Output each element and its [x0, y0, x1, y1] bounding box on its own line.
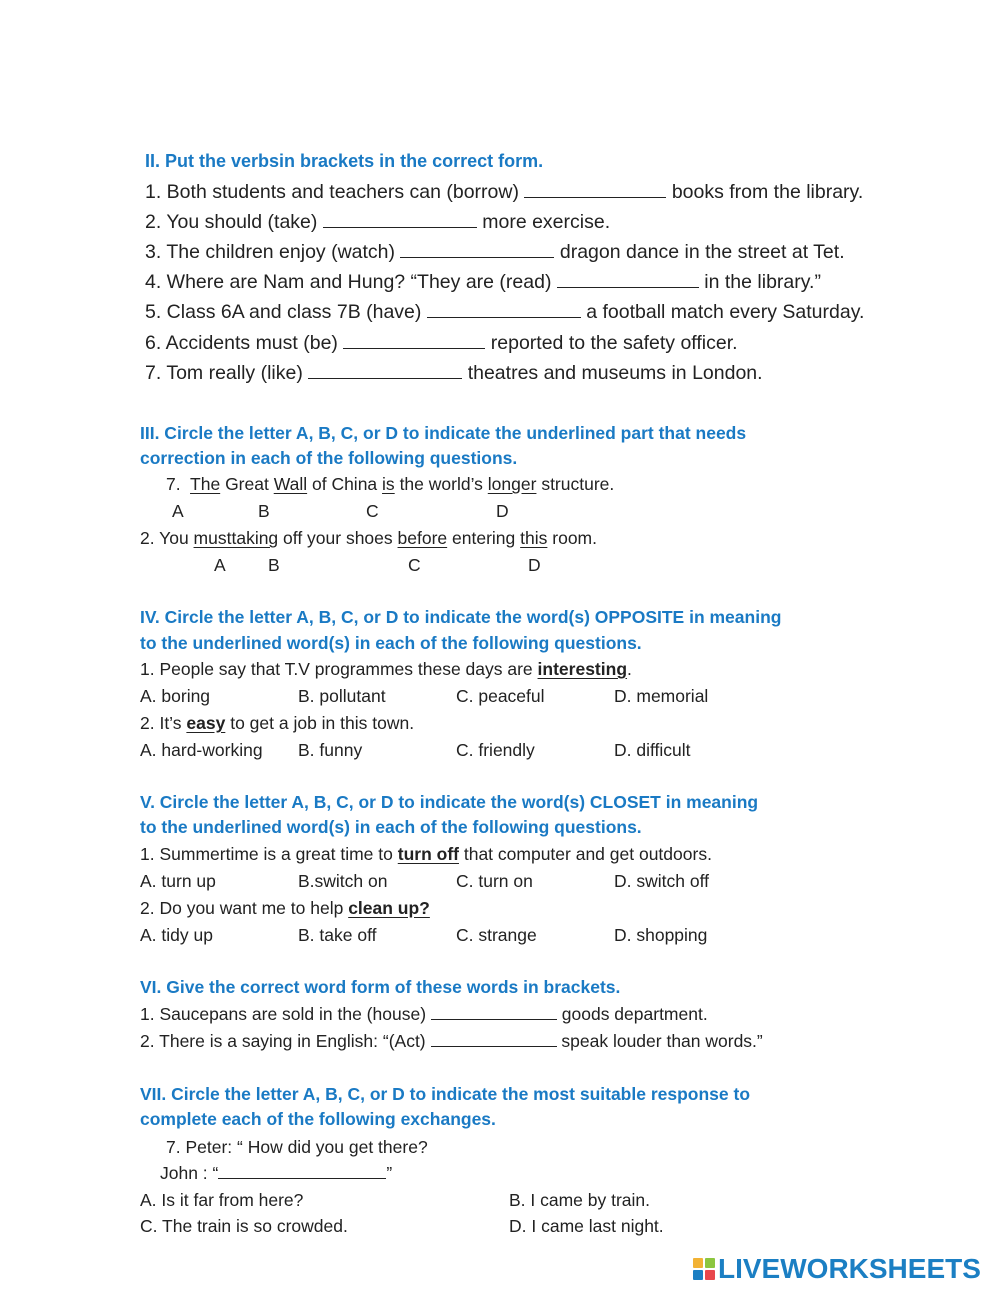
s6-item-1: 1. Saucepans are sold in the (house) goods department. [140, 1004, 708, 1024]
s2-item-5: 5. Class 6A and class 7B (have) a football match every Saturday. [145, 301, 865, 323]
section-5-title-line-1: V. Circle the letter A, B, C, or D to indicate the word(s) CLOSET in meaning [140, 792, 759, 812]
s4-q1-option-d[interactable]: D. memorial [614, 686, 709, 706]
s5-question-1: 1. Summertime is a great time to turn off that computer and get outdoors. [140, 844, 712, 864]
s5-q2-option-b[interactable]: B. take off [298, 925, 377, 945]
s3-q1-letter-c[interactable]: C [366, 501, 379, 521]
answer-blank[interactable] [427, 316, 581, 318]
answer-blank[interactable] [218, 1177, 386, 1179]
s5-question-2: 2. Do you want me to help clean up? [140, 898, 430, 918]
s4-q1-option-b[interactable]: B. pollutant [298, 686, 386, 706]
s3-q2-letter-a[interactable]: A [214, 555, 226, 575]
answer-blank[interactable] [308, 377, 462, 379]
s7-option-d[interactable]: D. I came last night. [509, 1216, 664, 1236]
s7-option-a[interactable]: A. Is it far from here? [140, 1190, 304, 1210]
s5-q2-option-d[interactable]: D. shopping [614, 925, 708, 945]
s4-q2-option-b[interactable]: B. funny [298, 740, 363, 760]
s5-q2-option-a[interactable]: A. tidy up [140, 925, 213, 945]
s4-question-1: 1. People say that T.V programmes these days are interesting. [140, 659, 632, 679]
s7-option-b[interactable]: B. I came by train. [509, 1190, 651, 1210]
section-6-title: VI. Give the correct word form of these words in brackets. [140, 977, 621, 997]
underlined-part-a: The [190, 474, 221, 494]
underlined-word: interesting [537, 659, 628, 679]
answer-blank[interactable] [431, 1045, 557, 1047]
s6-item-2: 2. There is a saying in English: “(Act) speak louder than words.” [140, 1031, 763, 1051]
s4-q2-option-a[interactable]: A. hard-working [140, 740, 263, 760]
underlined-part-c: is [382, 474, 395, 494]
s5-q1-option-a[interactable]: A. turn up [140, 871, 216, 891]
s2-item-6: 6. Accidents must (be) reported to the safety officer. [145, 332, 738, 354]
s2-item-7: 7. Tom really (like) theatres and museums in London. [145, 362, 763, 384]
underlined-part-c: before [397, 528, 448, 548]
answer-blank[interactable] [343, 347, 485, 349]
section-5-title-line-2: to the underlined word(s) in each of the following questions. [140, 817, 642, 837]
s3-question-1: 7. The Great Wall of China is the world’s longer structure. [166, 474, 615, 494]
answer-blank[interactable] [323, 226, 477, 228]
answer-blank[interactable] [431, 1018, 557, 1020]
underlined-word: turn off [397, 844, 459, 864]
s3-q1-letter-a[interactable]: A [172, 501, 184, 521]
underlined-part-d: longer [487, 474, 537, 494]
s3-q2-letter-d[interactable]: D [528, 555, 541, 575]
s5-q2-option-c[interactable]: C. strange [456, 925, 537, 945]
underlined-part-ab: musttaking [193, 528, 279, 548]
s5-q1-option-b[interactable]: B.switch on [298, 871, 388, 891]
logo-wordmark: LIVEWORKSHEETS [718, 1253, 981, 1284]
s3-q1-letter-b[interactable]: B [258, 501, 270, 521]
s2-item-4: 4. Where are Nam and Hung? “They are (read) in the library.” [145, 271, 821, 293]
s3-question-2: 2. You musttaking off your shoes before entering this room. [140, 528, 597, 548]
logo-grid-icon [693, 1258, 715, 1280]
s3-q2-letter-b[interactable]: B [268, 555, 280, 575]
s5-q1-option-d[interactable]: D. switch off [614, 871, 709, 891]
answer-blank[interactable] [524, 196, 666, 198]
s4-q1-option-a[interactable]: A. boring [140, 686, 211, 706]
s7-dialogue-line-1: 7. Peter: “ How did you get there? [166, 1137, 428, 1157]
s3-q2-letter-c[interactable]: C [408, 555, 421, 575]
section-2-title: II. Put the verbsin brackets in the correct form. [145, 151, 544, 171]
s3-q1-letter-d[interactable]: D [496, 501, 509, 521]
s2-item-2: 2. You should (take) more exercise. [145, 211, 611, 233]
underlined-part-b: Wall [273, 474, 308, 494]
underlined-word: easy [186, 713, 226, 733]
s4-q2-option-d[interactable]: D. difficult [614, 740, 691, 760]
answer-blank[interactable] [557, 286, 699, 288]
answer-blank[interactable] [400, 256, 554, 258]
section-7-title-line-1: VII. Circle the letter A, B, C, or D to indicate the most suitable response to [140, 1084, 751, 1104]
underlined-word: clean up? [348, 898, 430, 918]
section-3-title-line-1: III. Circle the letter A, B, C, or D to indicate the underlined part that needs [140, 423, 747, 443]
s4-q1-option-c[interactable]: C. peaceful [456, 686, 545, 706]
liveworksheets-logo [693, 1252, 981, 1286]
section-3-title-line-2: correction in each of the following questions. [140, 448, 518, 468]
s7-dialogue-line-2: John : “ ” [160, 1163, 393, 1183]
section-4-title-line-2: to the underlined word(s) in each of the following questions. [140, 633, 642, 653]
section-7-title-line-2: complete each of the following exchanges. [140, 1109, 496, 1129]
underlined-part-d: this [520, 528, 548, 548]
s2-item-1: 1. Both students and teachers can (borrow) books from the library. [145, 181, 864, 203]
section-4-title-line-1: IV. Circle the letter A, B, C, or D to indicate the word(s) OPPOSITE in meaning [140, 607, 782, 627]
s5-q1-option-c[interactable]: C. turn on [456, 871, 533, 891]
s2-item-3: 3. The children enjoy (watch) dragon dance in the street at Tet. [145, 241, 845, 263]
s4-question-2: 2. It’s easy to get a job in this town. [140, 713, 415, 733]
s4-q2-option-c[interactable]: C. friendly [456, 740, 535, 760]
s7-option-c[interactable]: C. The train is so crowded. [140, 1216, 348, 1236]
